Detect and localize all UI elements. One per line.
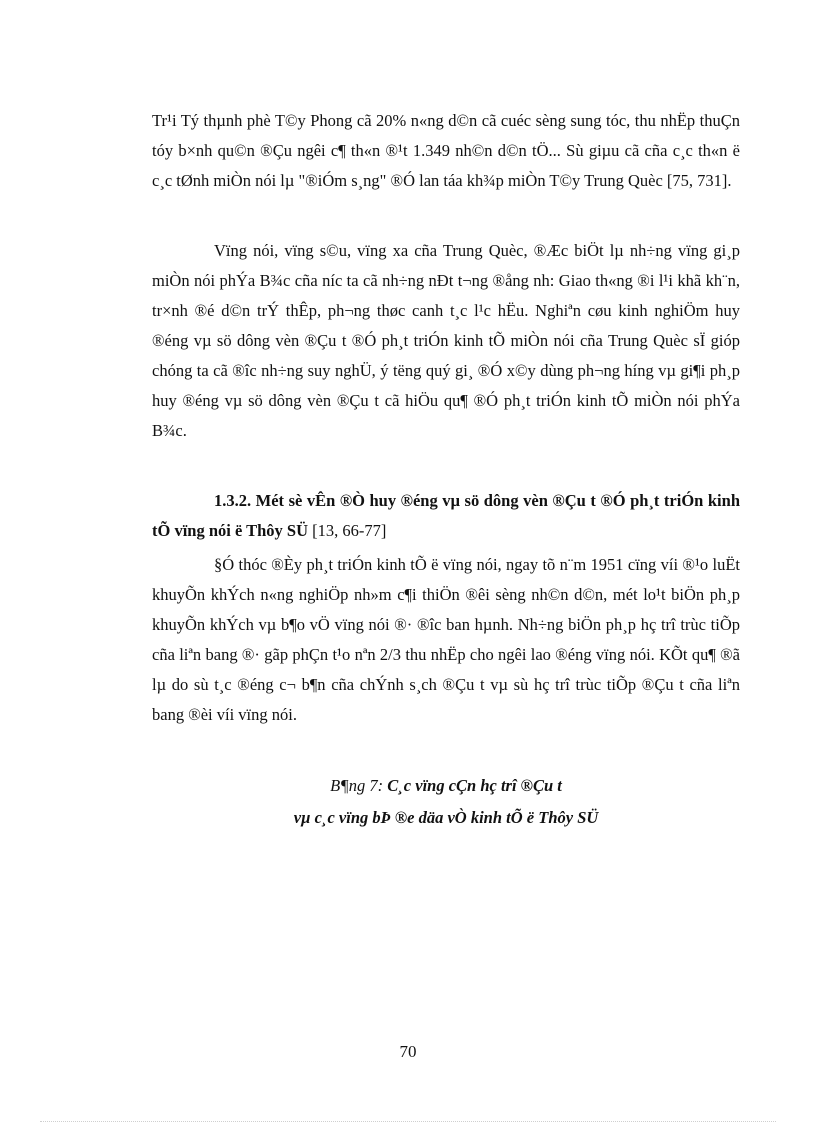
page-number: 70: [399, 1042, 417, 1061]
footer-divider: [40, 1121, 776, 1122]
paragraph-1: [152, 106, 740, 196]
table-caption: [152, 770, 740, 834]
paragraph-3-text: §Ó thóc ®Èy ph¸t triÓn kinh tÕ ë vïng nói, ngay tõ n¨m 1951 cïng víi ®¹o luËt khuyÕn khÝch n«ng nghiÖp nh»m c¶i thiÖn ®êi sèng nh©n d©n, mét lo¹t biÖn ph¸p khuyÕn khÝch vµ b¶o vÖ vïng nói ®· ®îc ban hµnh. Nh÷ng biÖn ph¸p hç trî trùc tiÕp cña liªn bang ®· gãp phÇn t¹o nªn 2/3 thu nhËp cho ngêi lao ®éng vïng nói. KÕt qu¶ ®ã lµ do sù t¸c ®éng c¬ b¶n cña chÝnh s¸ch ®Çu t vµ sù hç trî trùc tiÕp ®Çu t cña liªn bang ®èi víi vïng nói.: [152, 555, 740, 724]
section-heading-citation: [13, 66-77]: [312, 521, 387, 540]
paragraph-2-text: Vïng nói, vïng s©u, vïng xa cña Trung Quèc, ®Æc biÖt lµ nh÷ng vïng gi¸p miÒn nói phÝa B¾c cña níc ta cã nh÷ng nÐt t¬ng ®ång nh: Giao th«ng ®i l¹i khã kh¨n, tr×nh ®é d©n trÝ thÊp, ph¬ng thøc canh t¸c l¹c hËu. Nghiªn cøu kinh nghiÖm huy ®éng vµ sö dông vèn ®Çu t ®Ó ph¸t triÓn kinh tÕ miÒn nói cña Trung Quèc sÏ gióp chóng ta cã ®îc nh÷ng suy nghÜ, ý tëng quý gi¸ ®Ó x©y dùng ph¬ng híng vµ gi¶i ph¸p huy ®éng vµ sö dông vèn ®Çu t cã hiÖu qu¶ ®Ó ph¸t triÓn kinh tÕ miÒn nói phÝa B¾c.: [152, 241, 740, 440]
table-caption-prefix: B¶ng 7:: [330, 776, 384, 795]
table-caption-line-2: [152, 802, 740, 834]
table-caption-line-1: [152, 770, 740, 802]
paragraph-1-text: Tr¹i Tý thµnh phè T©y Phong cã 20% n«ng d©n cã cuéc sèng sung tóc, thu nhËp thuÇn tóy b×nh qu©n ®Çu ngêi c¶ th«n ®¹t 1.349 nh©n d©n tÖ... Sù giµu cã cña c¸c th«n ë c¸c tØnh miÒn nói lµ "®iÓm s¸ng" ®Ó lan táa kh¾p miÒn T©y Trung Quèc [75, 731].: [152, 111, 740, 190]
section-heading: [152, 486, 740, 546]
table-caption-title-1: C¸c vïng cÇn hç trî ®Çu t: [387, 776, 562, 795]
paragraph-2: [152, 236, 740, 446]
section-heading-title: 1.3.2. Mét sè vÊn ®Ò huy ®éng vµ sö dông vèn ®Çu t ®Ó ph¸t triÓn kinh tÕ vïng nói ë Thôy SÜ: [152, 491, 740, 540]
table-caption-title-2: vµ c¸c vïng bÞ ®e däa vÒ kinh tÕ ë Thôy SÜ: [293, 808, 599, 827]
paragraph-3: [152, 550, 740, 730]
